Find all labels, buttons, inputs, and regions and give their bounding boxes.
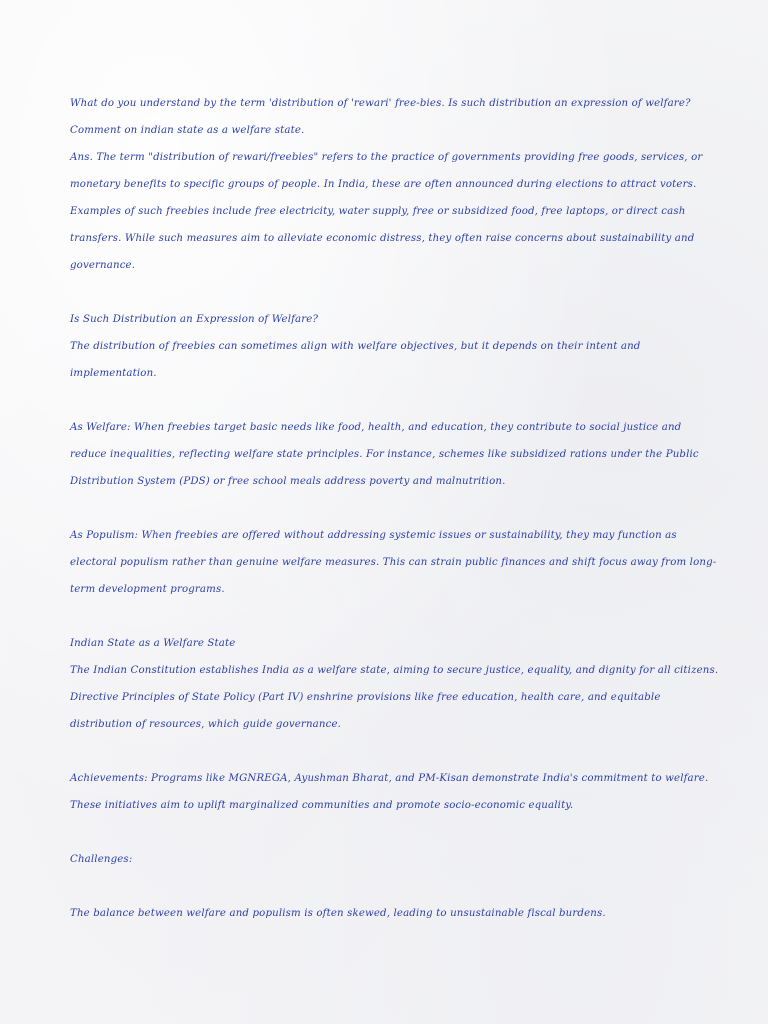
blank-line — [70, 387, 720, 414]
challenges-text: The balance between welfare and populism is often skewed, leading to unsustainable fiscal burdens. — [70, 908, 606, 919]
section-heading-welfare-expression: Is Such Distribution an Expression of Welfare? — [70, 314, 319, 325]
blank-line — [70, 738, 720, 765]
blank-line — [70, 819, 720, 846]
welfare-point: As Welfare: When freebies target basic needs like food, health, and education, they contribute to social justice and reduce inequalities, reflecting welfare state principles. For instance, schemes like subsidized rations under the Public Distribution System (PDS) or free school meals address poverty and malnutrition. — [70, 422, 699, 487]
section-text-welfare-state: The Indian Constitution establishes India as a welfare state, aiming to secure justice, equality, and dignity for all citizens. Directive Principles of State Policy (Part IV) enshrine provisions like free education, health care, and equitable distribution of resources, which guide governance. — [70, 665, 719, 730]
challenges-heading: Challenges: — [70, 854, 133, 865]
section-text-welfare-expression: The distribution of freebies can sometimes align with welfare objectives, but it depends on their intent and implementation. — [70, 341, 641, 379]
question-text: What do you understand by the term 'distribution of 'rewari' free-bies. Is such distribution an expression of welfare? Comment on indian state as a welfare state. — [70, 98, 691, 136]
section-heading-welfare-state: Indian State as a Welfare State — [70, 638, 236, 649]
blank-line — [70, 603, 720, 630]
answer-intro: Ans. The term "distribution of rewari/freebies" refers to the practice of governments providing free goods, services, or monetary benefits to specific groups of people. In India, these are often announced during elections to attract voters. Examples of such freebies include free electricity, water supply, free or subsidized food, free laptops, or direct cash transfers. While such measures aim to alleviate economic distress, they often raise concerns about sustainability and governance. — [70, 152, 703, 271]
blank-line — [70, 495, 720, 522]
populism-point: As Populism: When freebies are offered without addressing systemic issues or sustainability, they may function as electoral populism rather than genuine welfare measures. This can strain public finances and shift focus away from long-term development programs. — [70, 530, 717, 595]
achievements-point: Achievements: Programs like MGNREGA, Ayushman Bharat, and PM-Kisan demonstrate India's commitment to welfare. These initiatives aim to uplift marginalized communities and promote socio-economic equality. — [70, 773, 709, 811]
blank-line — [70, 279, 720, 306]
blank-line — [70, 873, 720, 900]
handwritten-answer — [70, 90, 720, 927]
